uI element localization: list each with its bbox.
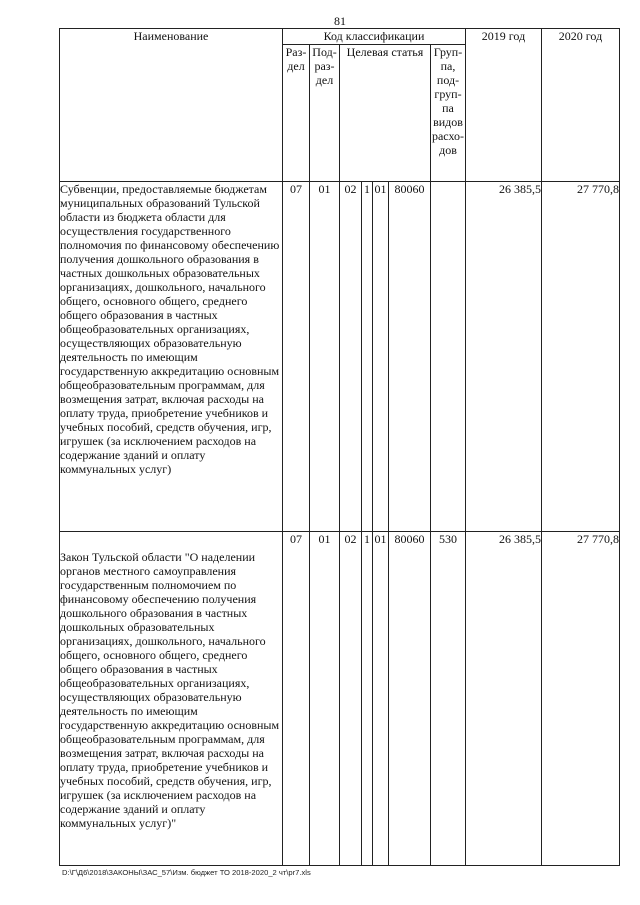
row-value-2020: 27 770,8 [542,532,620,866]
row-expense-group [431,182,466,532]
row-target-part-3: 01 [373,532,389,866]
row-section: 07 [283,532,310,866]
header-year-2019: 2019 год [466,29,542,182]
header-name: Наименование [60,29,283,182]
row-target-part-3: 01 [373,182,389,532]
budget-table [59,28,620,866]
page-number: 81 [334,14,346,28]
row-value-2019: 26 385,5 [466,182,542,532]
header-classification: Код классификации [283,29,466,45]
row-name: Субвенции, предоставляемые бюджетам муниципальных образований Тульской области из бюджета области для осуществления государственного полномочия по финансовому обеспечению получения дошкольного образования в частных дошкольных образовательных организациях, дошкольного, начального общего, основного общего, среднего общего образования в частных общеобразовательных организациях, осуществляющих образовательную деятельность по имеющим государственную аккредитацию основным общеобразовательным программам, для возмещения затрат, включая расходы на оплату труда, приобретение учебников и учебных пособий, средств обучения, игр, игрушек (за исключением расходов на содержание зданий и оплату коммунальных услуг) [60,182,283,532]
row-target-part-1: 02 [340,532,362,866]
file-path-footer: D:\Г\Д6\2018\ЗАКОНЫ\ЗАС_57\Изм. бюджет ТО 2018-2020_2 чт\pr7.xls [62,868,311,877]
row-target-part-2: 1 [362,532,373,866]
header-expense-group: Груп-па, под-груп-па видов расхо-дов [431,45,466,182]
row-value-2019: 26 385,5 [466,532,542,866]
row-target-part-4: 80060 [389,532,431,866]
table-row [60,532,620,866]
row-section: 07 [283,182,310,532]
row-name: Закон Тульской области "О наделении органов местного самоуправления государственным полномочием по финансовому обеспечению получения дошкольного образования в частных дошкольных образовательных организациях, дошкольного, начального общего, основного общего, среднего общего образования в частных общеобразовательных организациях, осуществляющих образовательную деятельность по имеющим государственную аккредитацию основным общеобразовательным программам, для возмещения затрат, включая расходы на оплату труда, приобретение учебников и учебных пособий, средств обучения, игр, игрушек (за исключением расходов на содержание зданий и оплату коммунальных услуг)" [60,532,283,866]
row-subsection: 01 [310,182,340,532]
row-target-part-1: 02 [340,182,362,532]
row-expense-group: 530 [431,532,466,866]
header-year-2020: 2020 год [542,29,620,182]
header-section: Раз-дел [283,45,310,182]
row-target-part-4: 80060 [389,182,431,532]
header-target-article: Целевая статья [340,45,431,182]
row-value-2020: 27 770,8 [542,182,620,532]
row-target-part-2: 1 [362,182,373,532]
table-row [60,182,620,532]
row-subsection: 01 [310,532,340,866]
header-subsection: Под-раз-дел [310,45,340,182]
